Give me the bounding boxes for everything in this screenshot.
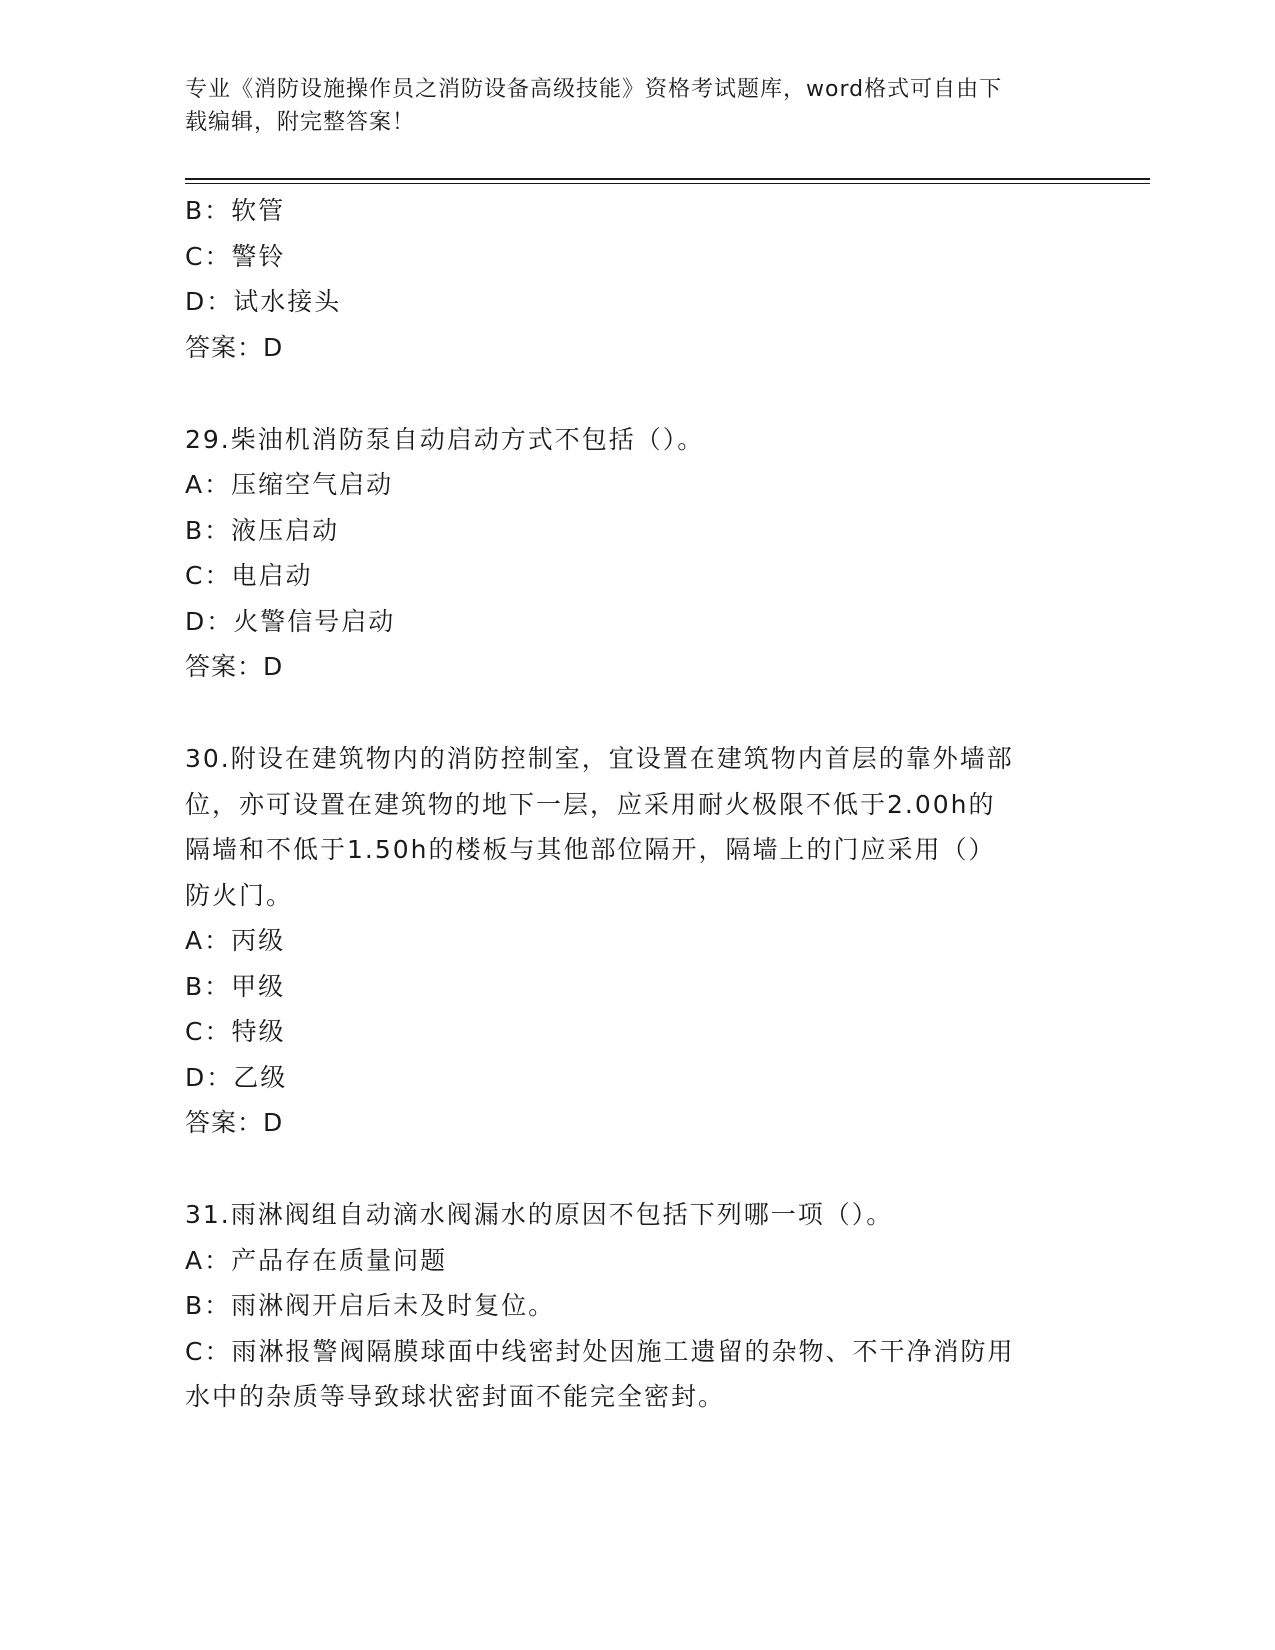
question-text-line-2: 位，亦可设置在建筑物的地下一层，应采用耐火极限不低于2.00h的 (185, 789, 996, 819)
question-text-line-1: 30.附设在建筑物内的消防控制室，宜设置在建筑物内首层的靠外墙部 (185, 744, 1014, 773)
question-29 (185, 417, 1085, 691)
header-line-1: 专业《消防设施操作员之消防设备高级技能》资格考试题库，word格式可自由下 (185, 77, 1003, 102)
answer: 答案：D (185, 652, 284, 681)
answer: 答案：D (185, 1108, 284, 1137)
option-c: C：警铃 (185, 241, 286, 271)
option-b: B：液压启动 (185, 515, 340, 545)
question-31 (185, 1192, 1085, 1420)
question-text-line-3: 隔墙和不低于1.50h的楼板与其他部位隔开，隔墙上的门应采用（） (185, 835, 996, 864)
option-d: D：火警信号启动 (185, 606, 396, 636)
question-list (185, 188, 1085, 1420)
option-a: A：产品存在质量问题 (185, 1245, 448, 1275)
option-c-line-1: C：雨淋报警阀隔膜球面中线密封处因施工遗留的杂物、不干净消防用 (185, 1336, 1015, 1366)
spacer (185, 371, 1085, 417)
option-d: D：乙级 (185, 1062, 288, 1092)
answer: 答案：D (185, 332, 284, 362)
question-30 (185, 736, 1085, 1146)
option-b: B：甲级 (185, 971, 286, 1001)
option-d: D：试水接头 (185, 287, 342, 316)
option-b: B：软管 (185, 196, 286, 225)
question-text-line-4: 防火门。 (185, 880, 294, 910)
option-c: C：特级 (185, 1017, 286, 1046)
option-b: B：雨淋阀开启后未及时复位。 (185, 1291, 556, 1320)
header-divider-thin (185, 183, 1150, 184)
option-a: A：丙级 (185, 926, 286, 955)
option-c-line-2: 水中的杂质等导致球状密封面不能完全密封。 (185, 1382, 726, 1411)
spacer (185, 1146, 1085, 1192)
header-divider-thick (185, 178, 1150, 180)
question-text: 31.雨淋阀组自动滴水阀漏水的原因不包括下列哪一项（）。 (185, 1200, 894, 1229)
document-header (185, 73, 1065, 139)
question-28-tail (185, 188, 1085, 371)
option-c: C：电启动 (185, 561, 313, 590)
header-line-2: 载编辑，附完整答案！ (185, 110, 416, 135)
question-text: 29.柴油机消防泵自动启动方式不包括（）。 (185, 424, 705, 454)
spacer (185, 690, 1085, 736)
option-a: A：压缩空气启动 (185, 470, 394, 499)
